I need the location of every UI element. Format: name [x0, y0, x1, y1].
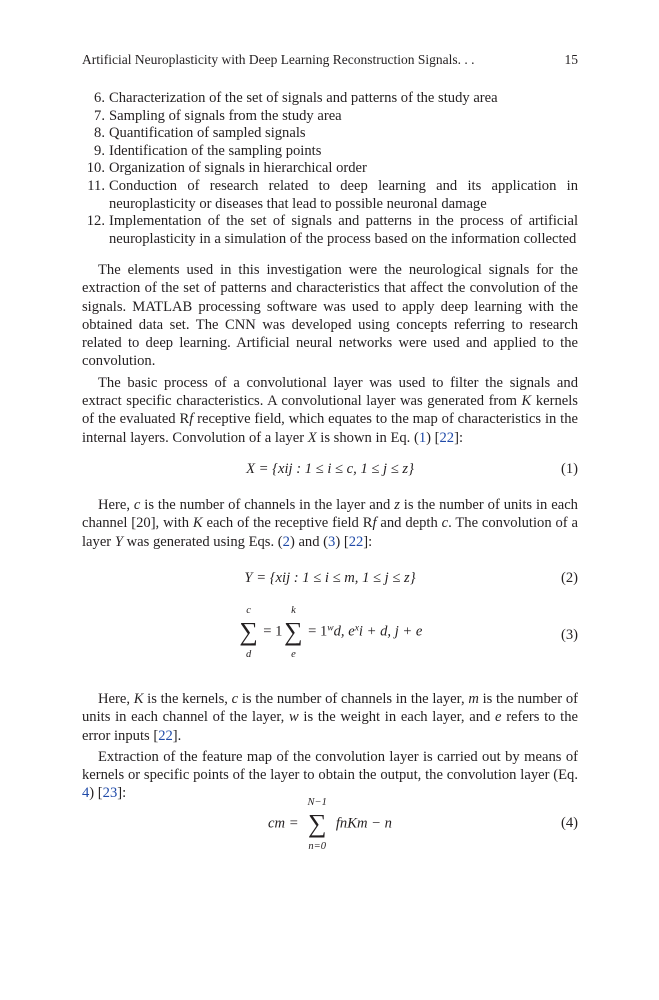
equation-link[interactable]: 1	[418, 429, 427, 446]
running-title: Artificial Neuroplasticity with Deep Learning Reconstruction Signals. . .	[82, 52, 475, 67]
citation-link[interactable]: 22	[158, 727, 173, 744]
summation-symbol: N−1 ∑ n=0	[307, 797, 327, 852]
list-item: 8. Quantification of sampled signals	[94, 125, 306, 142]
list-item: 7. Sampling of signals from the study area	[94, 107, 342, 124]
list-item: 12. Implementation of the set of signals and patterns in the process of artificial neuroplasticity in a simulation of the process based on the information collected	[86, 213, 578, 247]
summation-symbol: k ∑ e	[284, 605, 303, 660]
equation-number: (4)	[560, 815, 578, 831]
page-number: 15	[564, 52, 578, 67]
paragraph-extraction: Extraction of the feature map of the convolution layer is carried out by means of kernels or specific points of the layer to obtain the output, the convolution layer (Eq. 4) [23]:	[82, 748, 578, 802]
paragraph-here-2: Here, K is the kernels, c is the number of channels in the layer, m is the number of units in each channel of the layer, w is the weight in each layer, and e refers to the error inputs [22].	[82, 691, 579, 744]
equation-link[interactable]: 2	[282, 533, 290, 550]
equation-number: (1)	[560, 461, 578, 477]
paragraph-convolution: The basic process of a convolutional layer was used to filter the signals and extract specific characteristics. A convolutional layer was generated from K kernels of the evaluated Rf receptive field, which equates to the map of characteristics in the internal layers. Convolution of a layer X is shown in Eq. (1) [22]:	[82, 374, 578, 446]
equation-2: Y = {xij : 1 ≤ i ≤ m, 1 ≤ j ≤ z} (2)	[244, 570, 578, 586]
body-section-1	[82, 261, 578, 447]
paragraph-here-1: Here, c is the number of channels in the layer and z is the number of units in each channel [20], with K each of the receptive field Rf and depth c. The convolution of a layer Y was generated using Eqs. (2) and (3) [22]:	[82, 497, 578, 550]
list-item: 9. Identification of the sampling points	[94, 142, 322, 159]
equation-3: c ∑ d = 1 k ∑ e = $1^wd$, $e^xi + d$, j + e (3)	[239, 605, 578, 660]
citation-link[interactable]: 23	[102, 785, 118, 802]
equation-1: X = {xij : 1 ≤ i ≤ c, 1 ≤ j ≤ z} (1)	[246, 461, 578, 477]
list-item: 10. Organization of signals in hierarchical order	[86, 160, 367, 177]
equation-link[interactable]: 3	[328, 533, 336, 550]
paragraph-elements: The elements used in this investigation were the neurological signals for the extraction of the set of patterns and characteristics that affect the convolution of the signals. MATLAB processing software was used to apply deep learning with the obtained data set. The CNN was developed using concepts referring to research related to deep learning. Artificial neural networks were used and applied to the convolution.	[82, 262, 578, 370]
body-section-2	[82, 496, 578, 551]
summation-symbol: c ∑ d	[239, 605, 258, 660]
equation-number: (2)	[560, 570, 578, 586]
steps-list	[82, 90, 578, 248]
list-item: 6. Characterization of the set of signals and patterns of the study area	[94, 90, 498, 106]
equation-link[interactable]: 4	[82, 785, 90, 802]
citation-link[interactable]: 22	[348, 533, 364, 550]
body-section-3	[82, 690, 578, 803]
list-item: 11. Conduction of research related to deep learning and its application in neuroplasticity or diseases that lead to possible neuronal damage	[87, 177, 578, 212]
citation-link[interactable]: 22	[439, 429, 455, 446]
equation-number: (3)	[560, 627, 578, 643]
equation-4: cm = N−1 ∑ n=0 fnKm − n (4)	[268, 797, 578, 852]
